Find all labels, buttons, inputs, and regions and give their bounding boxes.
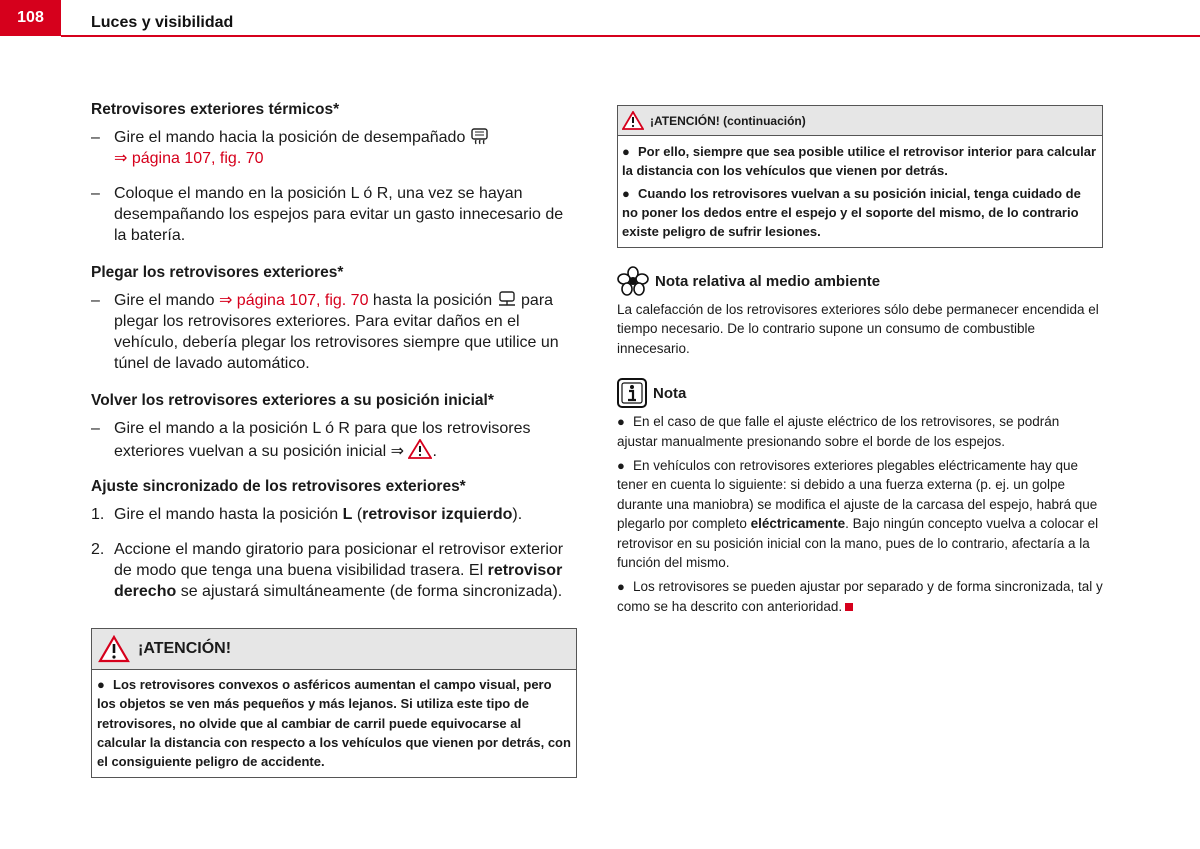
page-title: Luces y visibilidad bbox=[91, 14, 234, 31]
info-icon bbox=[617, 378, 647, 408]
list-item: ● En el caso de que falle el ajuste eléctrico de los retrovisores, se podrán ajustar manualmente presionando sobre el borde de los espejos. bbox=[617, 414, 1060, 449]
note-text bbox=[617, 412, 1103, 616]
warning-continued-title: ¡ATENCIÓN! (continuación) bbox=[650, 113, 806, 128]
warning-box bbox=[91, 628, 577, 778]
warning-triangle-icon bbox=[98, 635, 130, 663]
list-item: – Coloque el mando en la posición L ó R, una vez se hayan desempañando los espejos para evitar un gasto innecesario de la batería. bbox=[91, 185, 564, 244]
warning-text: ● Los retrovisores convexos o asféricos aumentan el campo visual, pero los objetos se ven más pequeños y más lejanos. Si utiliza este tipo de retrovisores, no olvide que al cambiar de carril puede equivocarse al calcular la distancia con respecto a los vehículos que vienen por detrás, con el consiguiente peligro de accidente. bbox=[97, 677, 571, 770]
warning-continued-box bbox=[617, 105, 1103, 248]
warning-triangle-icon bbox=[622, 111, 644, 130]
list-item: – Gire el mando ⇒ página 107, fig. 70 hasta la posición para plegar los retrovisores exteriores. Para evitar daños en el vehículo, debería plegar los retrovisores siempre que utilice un túnel de lavado automático. bbox=[91, 292, 559, 372]
section-title-reset-mirrors: Volver los retrovisores exteriores a su posición inicial* bbox=[91, 392, 494, 409]
page-reference-link[interactable]: ⇒ página 107, fig. 70 bbox=[218, 292, 369, 309]
defrost-icon bbox=[470, 127, 490, 145]
note-heading bbox=[617, 378, 1103, 408]
environment-note-title: Nota relativa al medio ambiente bbox=[655, 272, 881, 290]
list-item: ● Los retrovisores se pueden ajustar por separado y de forma sincronizada, tal y como se ha descrito con anterioridad. bbox=[617, 579, 1103, 614]
environment-note-text: La calefacción de los retrovisores exteriores sólo debe permanecer encendida el tiempo necesario. De lo contrario supone un consumo de combustible innecesario. bbox=[617, 302, 1099, 356]
section-title-heated-mirrors: Retrovisores exteriores térmicos* bbox=[91, 101, 340, 118]
list-item: 2. Accione el mando giratorio para posicionar el retrovisor exterior de modo que tenga una buena visibilidad trasera. El retrovisor derecho se ajustará simultáneamente (de forma sincronizada). bbox=[91, 541, 564, 600]
right-column bbox=[617, 105, 1103, 621]
list-item: ● En vehículos con retrovisores exteriores plegables eléctricamente hay que tener en cuenta lo siguiente: si debido a una fuerza externa (p. ej. un golpe durante una maniobra) se modifica el ajuste de la carcasa del espejo, habrá que plegarlo por completo eléctricamente. Bajo ningún concepto vuelva a colocar el retrovisor en su posición inicial con la mano, pues de lo contrario, afectaría a la función del mismo. bbox=[617, 458, 1099, 571]
section-title-fold-mirrors: Plegar los retrovisores exteriores* bbox=[91, 264, 344, 281]
page-reference-link[interactable]: ⇒ página 107, fig. 70 bbox=[114, 150, 264, 167]
warning-continued-header bbox=[618, 106, 1102, 136]
left-column bbox=[91, 101, 577, 778]
flower-icon bbox=[617, 266, 649, 296]
fold-mirror-icon bbox=[497, 290, 517, 308]
list-item: – Gire el mando a la posición L ó R para que los retrovisores exteriores vuelvan a su posición inicial ⇒ . bbox=[91, 420, 531, 460]
header-rule bbox=[61, 35, 1200, 37]
page-number: 108 bbox=[0, 0, 61, 36]
end-marker bbox=[845, 603, 853, 611]
warning-continued-text: ● Por ello, siempre que sea posible utilice el retrovisor interior para calcular la distancia con los vehículos que vienen por detrás. ● Cuando los retrovisores vuelvan a su posición inicial, tenga cuidado de no poner los dedos entre el espejo y el soporte del mismo, de lo contrario existe peligro de sufrir lesiones. bbox=[622, 144, 1097, 239]
section-title-sync-adjust: Ajuste sincronizado de los retrovisores exteriores* bbox=[91, 478, 466, 495]
warning-title: ¡ATENCIÓN! bbox=[138, 640, 232, 657]
list-item: – Gire el mando hacia la posición de desempañado ⇒ página 107, fig. 70 bbox=[91, 127, 577, 169]
note-title: Nota bbox=[653, 384, 687, 402]
environment-note-heading bbox=[617, 266, 1103, 296]
list-item: 1. Gire el mando hasta la posición L (retrovisor izquierdo). bbox=[91, 506, 523, 523]
warning-triangle-icon bbox=[408, 439, 432, 459]
warning-header bbox=[92, 629, 576, 670]
